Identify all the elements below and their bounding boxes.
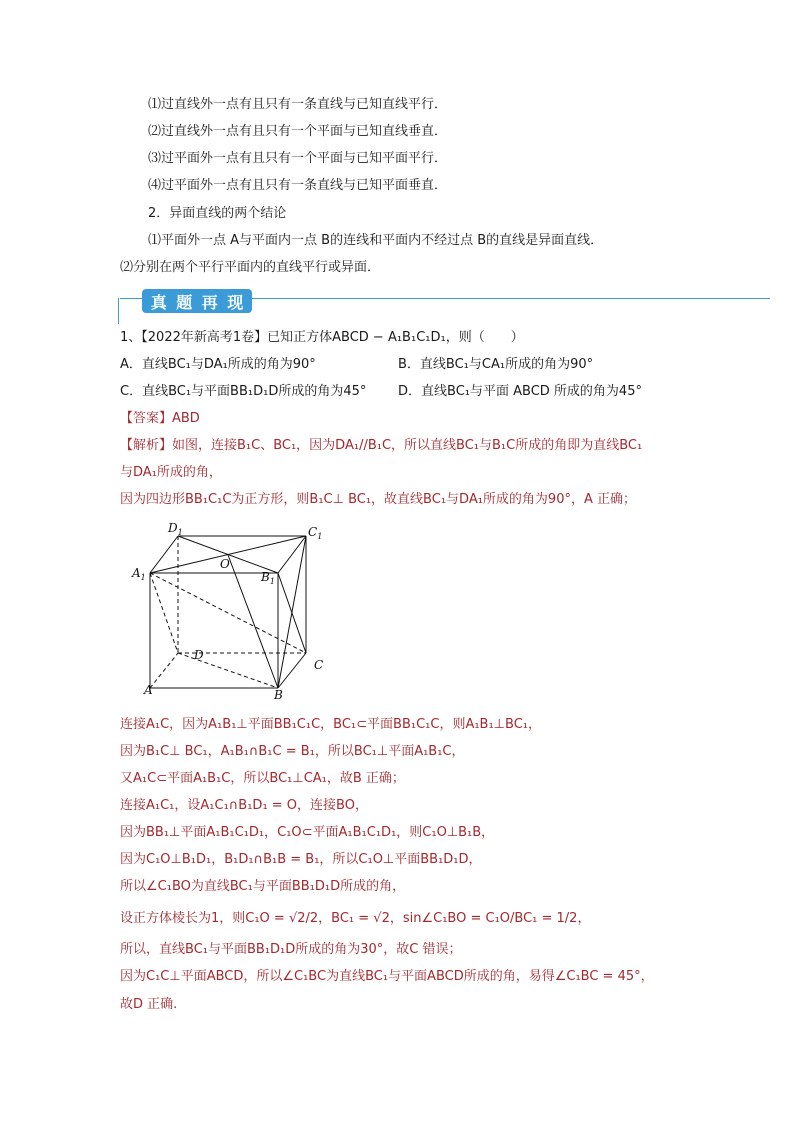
answer: 【答案】ABD [120,411,200,426]
section-banner [142,289,252,313]
analysis-line: 【解析】如图，连接B₁C、BC₁，因为DA₁//B₁C，所以直线BC₁与B₁C所成的角即为直线BC₁ [120,438,643,453]
analysis-line: 因为四边形BB₁C₁C为正方形，则B₁C⊥ BC₁，故直线BC₁与DA₁所成的角为90°，A 正确； [120,492,636,507]
option-a: A．直线BC₁与DA₁所成的角为90° [120,357,316,372]
banner-char: 真 [150,292,167,312]
analysis-line: 因为C₁O⊥B₁D₁，B₁D₁∩B₁B = B₁，所以C₁O⊥平面BB₁D₁D， [120,852,482,867]
conclusion-1: ⑴平面外一点 A与平面内一点 B的连线和平面内不经过点 B的直线是异面直线． [148,233,604,248]
banner-bracket [118,298,139,324]
section-heading: 2．异面直线的两个结论 [148,206,287,221]
vertex-label-a: A [144,683,153,697]
analysis-line: 连接A₁C₁，设A₁C₁∩B₁D₁ = O，连接BO， [120,798,368,813]
theorem-2: ⑵过直线外一点有且只有一个平面与已知直线垂直． [148,124,448,139]
theorem-3: ⑶过平面外一点有且只有一个平面与已知平面平行． [148,151,448,166]
option-c: C．直线BC₁与平面BB₁D₁D所成的角为45° [120,384,367,399]
analysis-line: 因为C₁C⊥平面ABCD，所以∠C₁BC为直线BC₁与平面ABCD所成的角，易得∠C₁BC = 45°， [120,969,654,984]
analysis-line: 又A₁C⊂平面A₁B₁C，所以BC₁⊥CA₁，故B 正确； [120,771,405,786]
banner-char: 题 [176,292,193,312]
question-stem: 1、【2022年新高考1卷】已知正方体ABCD − A₁B₁C₁D₁，则（ ） [120,330,524,345]
analysis-line: 与DA₁所成的角， [120,465,222,480]
analysis-line: 连接A₁C，因为A₁B₁⊥平面BB₁C₁C，BC₁⊂平面BB₁C₁C，则A₁B₁⊥BC₁， [120,717,541,732]
option-b: B．直线BC₁与CA₁所成的角为90° [398,357,594,372]
vertex-label-c: C [314,658,324,672]
option-d: D．直线BC₁与平面 ABCD 所成的角为45° [398,384,642,399]
banner-char: 再 [201,292,218,312]
vertex-label-o: O [220,557,230,571]
analysis-line: 因为B₁C⊥ BC₁，A₁B₁∩B₁C = B₁，所以BC₁⊥平面A₁B₁C， [120,744,465,759]
banner-char: 现 [227,292,244,312]
cube-figure [128,518,338,703]
analysis-line: 所以∠C₁BO为直线BC₁与平面BB₁D₁D所成的角， [120,879,406,894]
analysis-line: 故D 正确. [120,997,178,1012]
theorem-4: ⑷过平面外一点有且只有一条直线与已知平面垂直． [148,178,448,193]
analysis-line: 因为BB₁⊥平面A₁B₁C₁D₁，C₁O⊂平面A₁B₁C₁D₁，则C₁O⊥B₁B， [120,825,495,840]
vertex-label-a1: $A_1$ [132,566,146,582]
vertex-label-d1: $D_1$ [168,521,183,537]
vertex-label-b: B [274,688,283,702]
vertex-label-d: D [194,648,204,662]
theorem-1: ⑴过直线外一点有且只有一条直线与已知直线平行． [148,97,448,112]
analysis-line: 设正方体棱长为1，则C₁O = √2/2，BC₁ = √2，sin∠C₁BO = C₁O/BC₁ = 1/2， [120,911,591,926]
analysis-line: 所以，直线BC₁与平面BB₁D₁D所成的角为30°，故C 错误； [120,942,462,957]
conclusion-2: ⑵分别在两个平行平面内的直线平行或异面． [120,260,381,275]
vertex-label-b1: $B_1$ [261,570,275,586]
vertex-label-c1: $C_1$ [308,525,323,541]
